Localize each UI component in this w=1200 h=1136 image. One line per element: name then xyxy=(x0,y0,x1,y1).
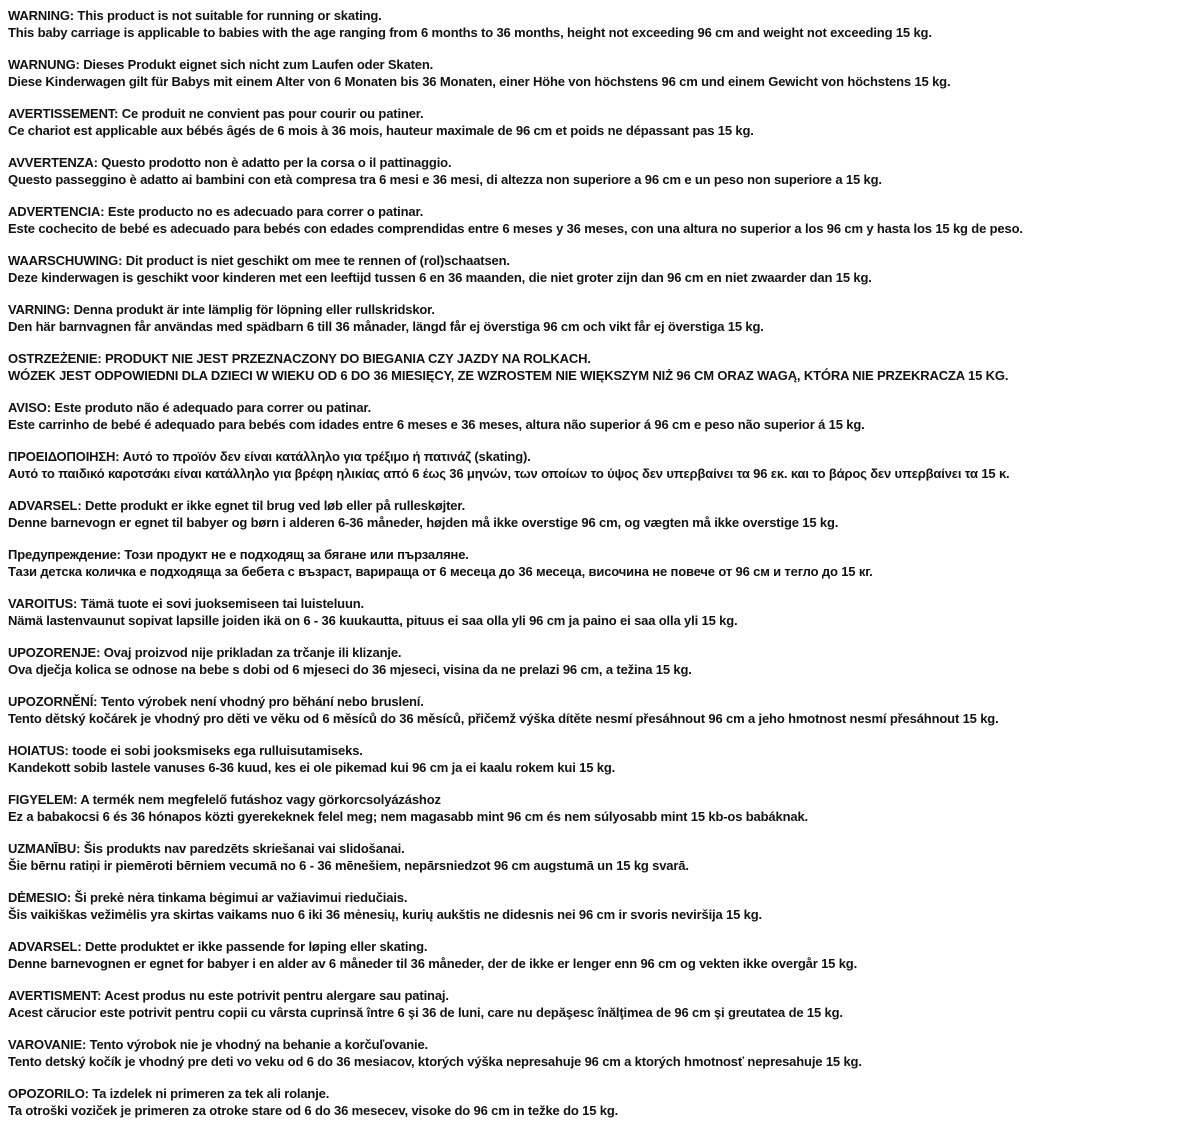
warning-heading-line: UZMANĪBU: Šis produkts nav paredzēts skriešanai vai slidošanai. xyxy=(8,841,405,856)
warning-body-line: WÓZEK JEST ODPOWIEDNI DLA DZIECI W WIEKU OD 6 DO 36 MIESIĘCY, ZE WZROSTEM NIE WIĘKSZYM NIŻ 96 CM ORAZ WAGĄ, KTÓRA NIE PRZEKRACZA 15 KG. xyxy=(8,368,1009,383)
warning-heading-line: UPOZORENJE: Ovaj proizvod nije prikladan za trčanje ili klizanje. xyxy=(8,645,402,660)
warning-block-en xyxy=(8,7,1194,41)
warning-block-fi xyxy=(8,595,1194,629)
warning-heading-line: DĖMESIO: Ši prekė nėra tinkama bėgimui ar važiavimui riedučiais. xyxy=(8,890,408,905)
warning-block-hu xyxy=(8,791,1194,825)
warning-heading-line: VAROITUS: Tämä tuote ei sovi juoksemiseen tai luisteluun. xyxy=(8,596,365,611)
warning-heading-line: WAARSCHUWING: Dit product is niet geschikt om mee te rennen of (rol)schaatsen. xyxy=(8,253,510,268)
warning-heading-line: ΠΡΟΕΙΔΟΠΟΙΗΣΗ: Αυτό το προϊόν δεν είναι κατάλληλο για τρέξιμο ή πατινάζ (skating). xyxy=(8,449,531,464)
warning-body-line: Tento dětský kočárek je vhodný pro děti ve věku od 6 měsíců do 36 měsíců, přičemž výška dítěte nesmí přesáhnout 96 cm a jeho hmotnost nesmí přesáhnout 15 kg. xyxy=(8,711,999,726)
warning-heading-line: UPOZORNĚNÍ: Tento výrobek není vhodný pro běhání nebo bruslení. xyxy=(8,694,424,709)
warning-heading-line: WARNING: This product is not suitable for running or skating. xyxy=(8,8,382,23)
warning-block-lv xyxy=(8,840,1194,874)
warning-body-line: Šis vaikiškas vežimėlis yra skirtas vaikams nuo 6 iki 36 mėnesių, kurių aukštis ne didesnis nei 96 cm ir svoris neviršija 15 kg. xyxy=(8,907,762,922)
warning-body-line: Este cochecito de bebé es adecuado para bebés con edades comprendidas entre 6 meses y 36 meses, con una altura no superior a los 96 cm y hasta los 15 kg de peso. xyxy=(8,221,1023,236)
warning-block-et xyxy=(8,742,1194,776)
warning-body-line: Deze kinderwagen is geschikt voor kinderen met een leeftijd tussen 6 en 36 maanden, die niet groter zijn dan 96 cm en niet zwaarder dan 15 kg. xyxy=(8,270,872,285)
warning-body-line: This baby carriage is applicable to babies with the age ranging from 6 months to 36 months, height not exceeding 96 cm and weight not exceeding 15 kg. xyxy=(8,25,932,40)
warning-heading-line: OPOZORILO: Ta izdelek ni primeren za tek ali rolanje. xyxy=(8,1086,330,1101)
warning-heading-line: Предупреждение: Този продукт не е подходящ за бягане или пързаляне. xyxy=(8,547,469,562)
warning-block-el xyxy=(8,448,1194,482)
warning-body-line: Denne barnevogn er egnet til babyer og børn i alderen 6-36 måneder, højden må ikke overstige 96 cm, og vægten må ikke overstige 15 kg. xyxy=(8,515,839,530)
warning-block-bg xyxy=(8,546,1194,580)
warning-block-cs xyxy=(8,693,1194,727)
warning-block-de xyxy=(8,56,1194,90)
warning-body-line: Acest cărucior este potrivit pentru copii cu vârsta cuprinsă între 6 şi 36 de luni, care nu depăşesc înălţimea de 96 cm şi greutatea de 15 kg. xyxy=(8,1005,843,1020)
warning-body-line: Šie bērnu ratiņi ir piemēroti bērniem vecumā no 6 - 36 mēnešiem, nepārsniedzot 96 cm augstumā un 15 kg svarā. xyxy=(8,858,689,873)
warning-heading-line: WARNUNG: Dieses Produkt eignet sich nicht zum Laufen oder Skaten. xyxy=(8,57,434,72)
warning-body-line: Ta otroški voziček je primeren za otroke stare od 6 do 36 mesecev, visoke do 96 cm in težke do 15 kg. xyxy=(8,1103,619,1118)
warning-heading-line: AVVERTENZA: Questo prodotto non è adatto per la corsa o il pattinaggio. xyxy=(8,155,452,170)
warning-block-hr xyxy=(8,644,1194,678)
warning-heading-line: FIGYELEM: A termék nem megfelelő futáshoz vagy görkorcsolyázáshoz xyxy=(8,792,441,807)
warning-body-line: Ova dječja kolica se odnose na bebe s dobi od 6 mjeseci do 36 mjeseci, visina da ne prelazi 96 cm, a težina 15 kg. xyxy=(8,662,692,677)
warning-heading-line: AVERTISMENT: Acest produs nu este potrivit pentru alergare sau patinaj. xyxy=(8,988,449,1003)
warning-block-pl xyxy=(8,350,1194,384)
warning-block-pt xyxy=(8,399,1194,433)
warning-heading-line: AVERTISSEMENT: Ce produit ne convient pas pour courir ou patiner. xyxy=(8,106,424,121)
warning-body-line: Kandekott sobib lastele vanuses 6-36 kuud, kes ei ole pikemad kui 96 cm ja ei kaalu rokem kui 15 kg. xyxy=(8,760,616,775)
warning-body-line: Nämä lastenvaunut sopivat lapsille joiden ikä on 6 - 36 kuukautta, pituus ei saa olla yli 96 cm ja paino ei saa olla yli 15 kg. xyxy=(8,613,738,628)
warning-body-line: Den här barnvagnen får användas med spädbarn 6 till 36 månader, längd får ej överstiga 96 cm och vikt får ej överstiga 15 kg. xyxy=(8,319,764,334)
warning-block-it xyxy=(8,154,1194,188)
warning-body-line: Тази детска количка е подходяща за бебета с възраст, варираща от 6 месеца до 36 месеца, височина не повече от 96 см и тегло до 15 кг. xyxy=(8,564,873,579)
warning-heading-line: HOIATUS: toode ei sobi jooksmiseks ega rulluisutamiseks. xyxy=(8,743,363,758)
warning-block-es xyxy=(8,203,1194,237)
warning-heading-line: VAROVANIE: Tento výrobok nie je vhodný na behanie a korčuľovanie. xyxy=(8,1037,429,1052)
warning-body-line: Este carrinho de bebé é adequado para bebés com idades entre 6 meses e 36 meses, altura não superior á 96 cm e peso não superior á 15 kg. xyxy=(8,417,865,432)
warning-block-no xyxy=(8,938,1194,972)
warning-body-line: Questo passeggino è adatto ai bambini con età compresa tra 6 mesi e 36 mesi, di altezza non superiore a 96 cm e un peso non superiore a 15 kg. xyxy=(8,172,882,187)
warning-body-line: Diese Kinderwagen gilt für Babys mit einem Alter von 6 Monaten bis 36 Monaten, einer Höhe von höchstens 96 cm und einem Gewicht von höchstens 15 kg. xyxy=(8,74,951,89)
warning-heading-line: VARNING: Denna produkt är inte lämplig för löpning eller rullskridskor. xyxy=(8,302,435,317)
warning-heading-line: ADVARSEL: Dette produktet er ikke passende for løping eller skating. xyxy=(8,939,428,954)
warning-block-da xyxy=(8,497,1194,531)
warning-block-lt xyxy=(8,889,1194,923)
warning-heading-line: ADVARSEL: Dette produkt er ikke egnet til brug ved løb eller på rulleskøjter. xyxy=(8,498,466,513)
warning-body-line: Ez a babakocsi 6 és 36 hónapos közti gyerekeknek felel meg; nem magasabb mint 96 cm és nem súlyosabb mint 15 kb-os babáknak. xyxy=(8,809,808,824)
warning-heading-line: AVISO: Este produto não é adequado para correr ou patinar. xyxy=(8,400,372,415)
warning-body-line: Tento detský kočík je vhodný pre deti vo veku od 6 do 36 mesiacov, ktorých výška nepresahuje 96 cm a ktorých hmotnosť nepresahuje 15 kg. xyxy=(8,1054,862,1069)
warning-block-fr xyxy=(8,105,1194,139)
warning-block-sk xyxy=(8,1036,1194,1070)
warning-block-nl xyxy=(8,252,1194,286)
warning-heading-line: OSTRZEŻENIE: PRODUKT NIE JEST PRZEZNACZONY DO BIEGANIA CZY JAZDY NA ROLKACH. xyxy=(8,351,591,366)
warning-block-sv xyxy=(8,301,1194,335)
warning-body-line: Αυτό το παιδικό καροτσάκι είναι κατάλληλο για βρέφη ηλικίας από 6 έως 36 μηνών, των οποίων το ύψος δεν υπερβαίνει τα 96 εκ. και το βάρος δεν υπερβαίνει τα 15 κ. xyxy=(8,466,1010,481)
warning-heading-line: ADVERTENCIA: Este producto no es adecuado para correr o patinar. xyxy=(8,204,424,219)
warning-block-ro xyxy=(8,987,1194,1021)
warning-block-sl xyxy=(8,1085,1194,1119)
warning-body-line: Ce chariot est applicable aux bébés âgés de 6 mois à 36 mois, hauteur maximale de 96 cm et poids ne dépassant pas 15 kg. xyxy=(8,123,754,138)
warning-body-line: Denne barnevognen er egnet for babyer i en alder av 6 måneder til 36 måneder, der de ikke er lenger enn 96 cm og vekten ikke overgår 15 kg. xyxy=(8,956,858,971)
